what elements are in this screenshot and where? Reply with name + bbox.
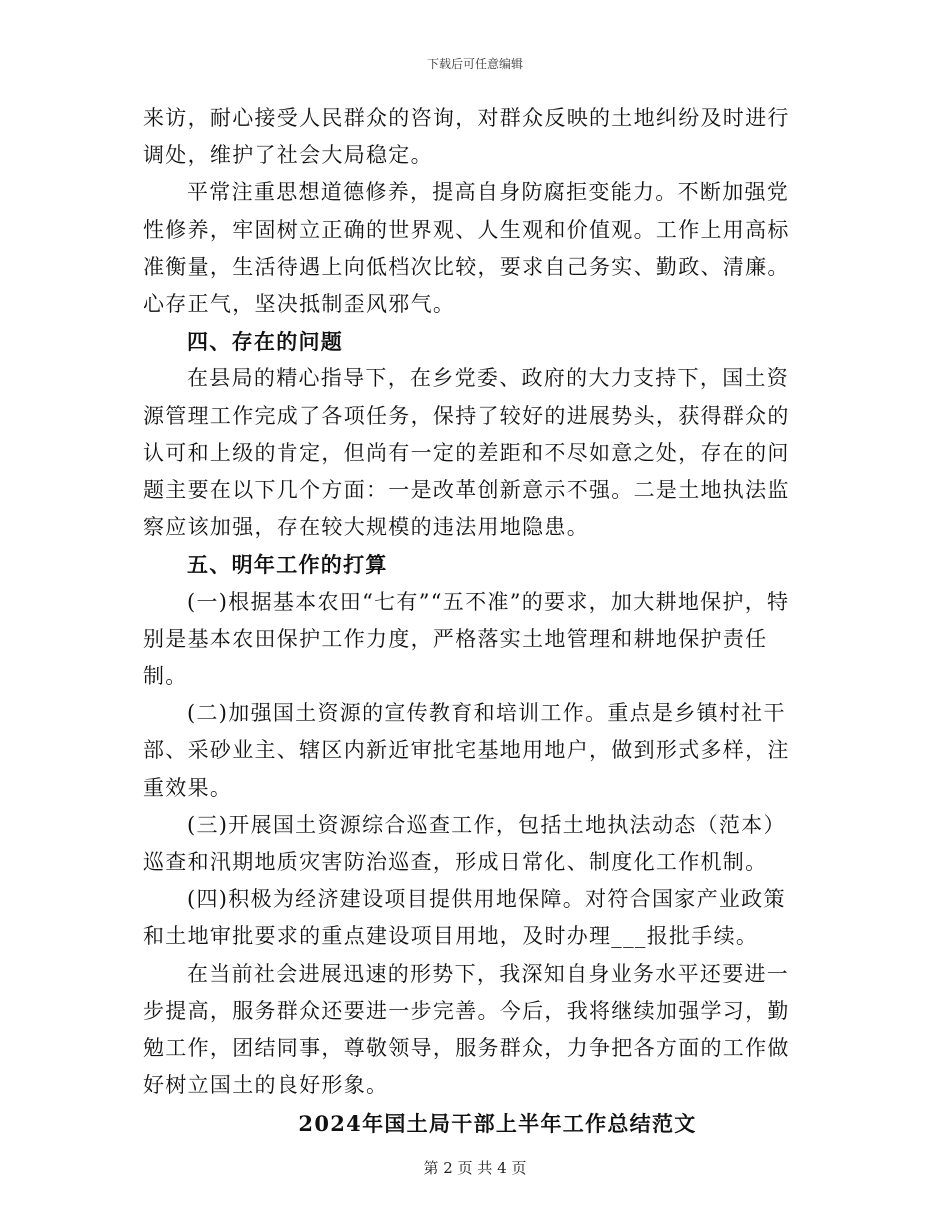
paragraph-continuation: 来访，耐心接受人民群众的咨询，对群众反映的土地纠纷及时进行调处，维护了社会大局稳定。 (143, 106, 790, 168)
document-title: 2024年国土局干部上半年工作总结范文 (298, 1111, 697, 1137)
section-heading-plans: 五、明年工作的打算 (187, 552, 388, 578)
paragraph-self-discipline: 平常注重思想道德修养，提高自身防腐拒变能力。不断加强党性修养，牢固树立正确的世界观、人生观和价值观。工作上用高标准衡量，生活待遇上向低档次比较，要求自己务实、勤政、清廉。心存正气，坚决抵制歪风邪气。 (143, 180, 790, 317)
paragraph-plan-1: (一)根据基本农田“七有”“五不准”的要求，加大耕地保护，特别是基本农田保护工作力度，严格落实土地管理和耕地保护责任制。 (143, 589, 790, 689)
document-body (143, 100, 808, 1143)
paragraph-plan-4: (四)积极为经济建设项目提供用地保障。对符合国家产业政策和土地审批要求的重点建设项目用地，及时办理___报批手续。 (143, 887, 786, 949)
paragraph-conclusion: 在当前社会进展迅速的形势下，我深知自身业务水平还要进一步提高，服务群众还要进一步完善。今后，我将继续加强学习，勤勉工作，团结同事，尊敬领导，服务群众，力争把各方面的工作做好树立国土的良好形象。 (143, 961, 790, 1098)
paragraph-problems: 在县局的精心指导下，在乡党委、政府的大力支持下，国土资源管理工作完成了各项任务，保持了较好的进展势头，获得群众的认可和上级的肯定，但尚有一定的差距和不尽如意之处，存在的问题主要在以下几个方面：一是改革创新意示不强。二是土地执法监察应该加强，存在较大规模的违法用地隐患。 (143, 366, 790, 540)
paragraph-plan-3: (三)开展国土资源综合巡查工作，包括土地执法动态（范本）巡查和汛期地质灾害防治巡查，形成日常化、制度化工作机制。 (143, 812, 786, 875)
page-header: 下载后可任意编辑 (426, 57, 523, 71)
paragraph-plan-2: (二)加强国土资源的宣传教育和培训工作。重点是乡镇村社干部、采砂业主、辖区内新近审批宅基地用地户，做到形式多样，注重效果。 (143, 701, 790, 800)
section-heading-problems: 四、存在的问题 (187, 329, 344, 355)
page-footer: 第 2 页 共 4 页 (423, 1159, 527, 1177)
